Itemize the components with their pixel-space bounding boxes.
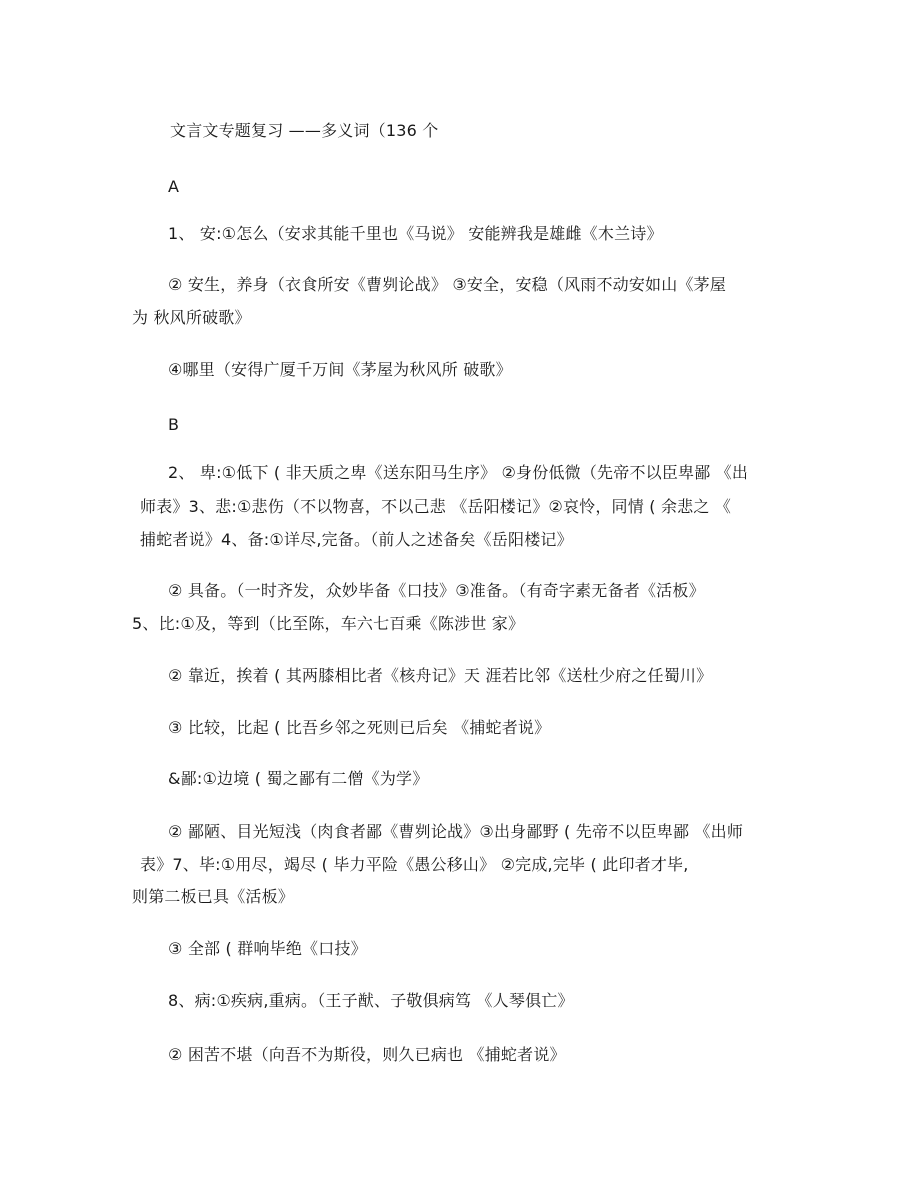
section-heading-a: A (168, 177, 180, 196)
text-line: 表》7、毕:①用尽，竭尽 ( 毕力平险《愚公移山》 ②完成,完毕 ( 此印者才毕, (140, 855, 689, 874)
text-line: &鄙:①边境 ( 蜀之鄙有二僧《为学》 (168, 769, 429, 788)
text-line: ④哪里（安得广厦千万间《茅屋为秋风所 破歌》 (168, 360, 512, 379)
text-line: 1、 安:①怎么（安求其能千里也《马说》 安能辨我是雄雌《木兰诗》 (168, 224, 663, 243)
section-heading-b: B (168, 415, 180, 434)
text-line: 师表》3、悲:①悲伤（不以物喜，不以己悲 《岳阳楼记》②哀怜，同情 ( 余悲之 《 (140, 497, 732, 516)
text-line: ③ 比较，比起 ( 比吾乡邻之死则已后矣 《捕蛇者说》 (168, 718, 551, 737)
text-line: 8、病:①疾病,重病。（王子猷、子敬俱病笃 《人琴俱亡》 (168, 991, 574, 1010)
text-line: ② 安生，养身（衣食所安《曹刿论战》 ③安全，安稳（风雨不动安如山《茅屋 (168, 275, 727, 294)
text-line: 捕蛇者说》4、备:①详尽,完备。（前人之述备矣《岳阳楼记》 (140, 530, 573, 549)
text-line: ② 困苦不堪（向吾不为斯役，则久已病也 《捕蛇者说》 (168, 1045, 566, 1064)
text-line: ② 鄙陋、目光短浅（肉食者鄙《曹刿论战》③出身鄙野 ( 先帝不以臣卑鄙 《出师 (168, 822, 744, 841)
text-line: ② 具备。（一时齐发，众妙毕备《口技》③准备。（有奇字素无备者《活板》 (168, 581, 705, 600)
document-title: 文言文专题复习 ——多义词（136 个 (170, 121, 439, 140)
text-line: 2、 卑:①低下 ( 非天质之卑《送东阳马生序》 ②身份低微（先帝不以臣卑鄙 《出 (168, 463, 749, 482)
text-line: ③ 全部 ( 群响毕绝《口技》 (168, 939, 367, 958)
text-line: 5、比:①及，等到（比至陈，车六七百乘《陈涉世 家》 (132, 614, 525, 633)
text-line: 为 秋风所破歌》 (132, 308, 251, 327)
text-line: ② 靠近，挨着 ( 其两膝相比者《核舟记》天 涯若比邻《送杜少府之任蜀川》 (168, 666, 713, 685)
text-line: 则第二板已具《活板》 (132, 887, 295, 906)
